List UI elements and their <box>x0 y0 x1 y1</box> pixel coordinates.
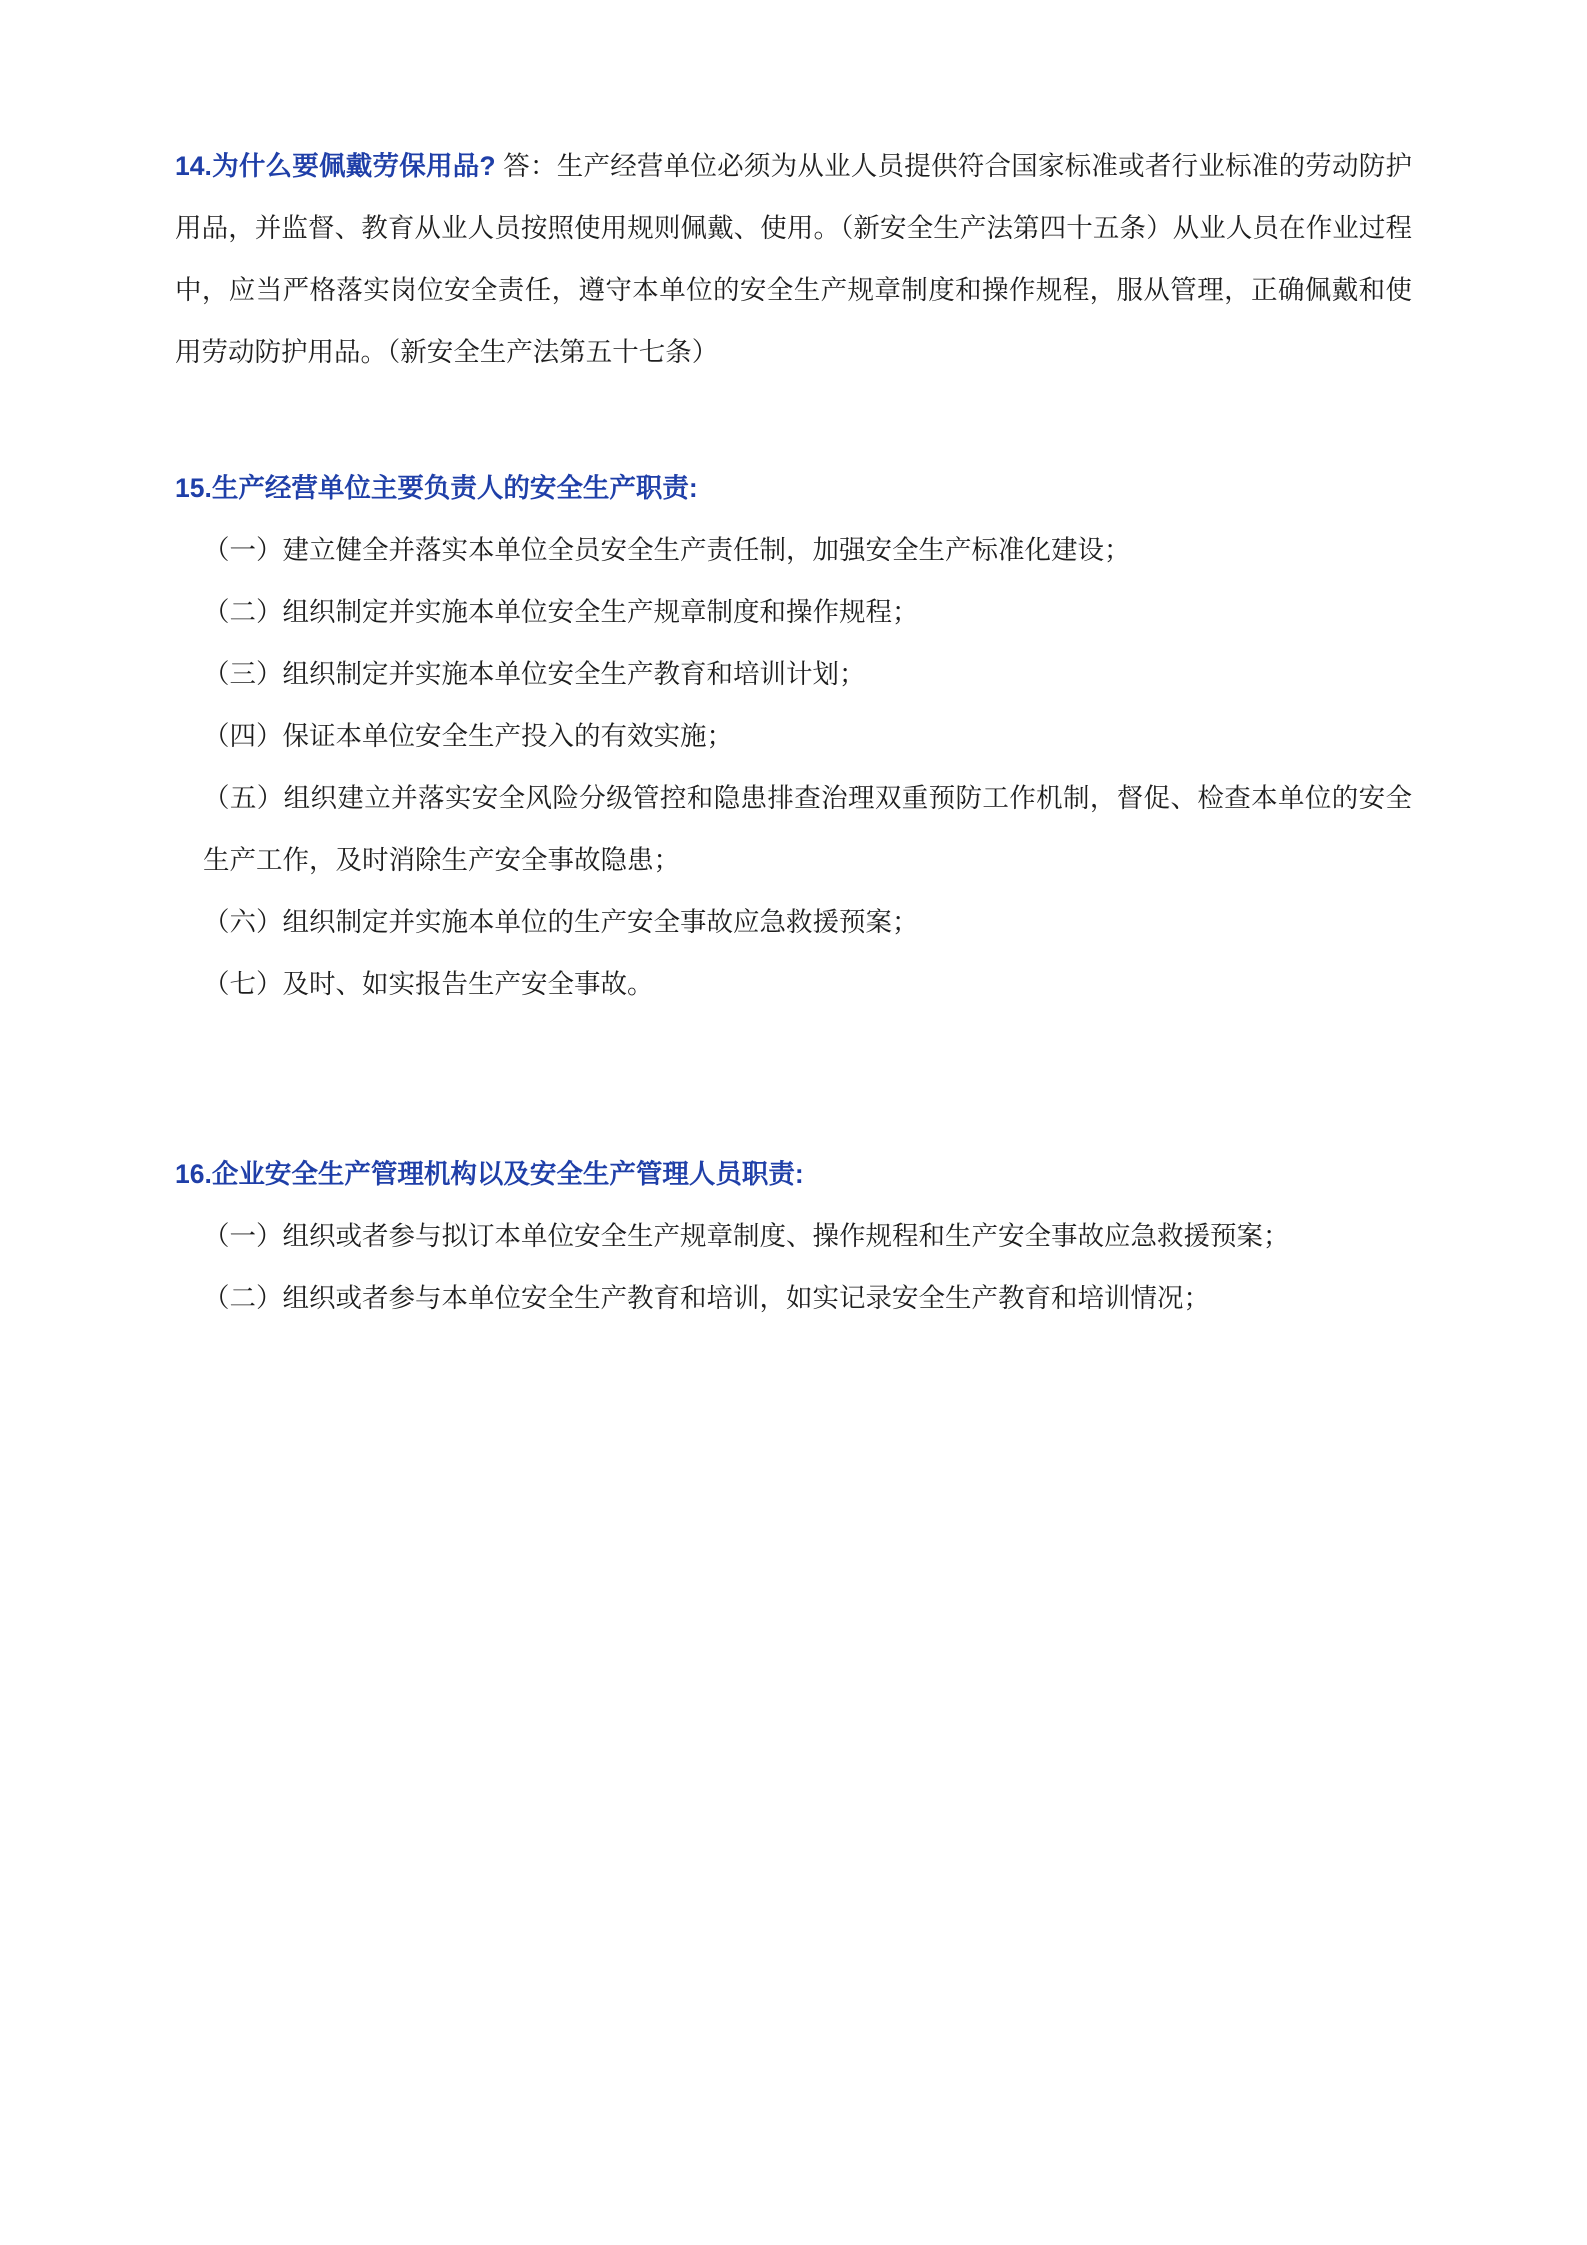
section-q14 <box>175 135 1412 383</box>
q14-number: 14. <box>175 151 212 181</box>
q16-item-2: （二）组织或者参与本单位安全生产教育和培训，如实记录安全生产教育和培训情况； <box>203 1283 1210 1313</box>
q15-number: 15. <box>175 473 212 503</box>
q15-item-6: （六）组织制定并实施本单位的生产安全事故应急救援预案； <box>203 907 919 937</box>
q15-heading: 生产经营单位主要负责人的安全生产职责: <box>211 473 698 503</box>
q16-number: 16. <box>175 1159 212 1189</box>
q14-heading: 为什么要佩戴劳保用品? <box>211 151 496 181</box>
q16-heading: 企业安全生产管理机构以及安全生产管理人员职责: <box>211 1159 804 1189</box>
q14-body: 生产经营单位必须为从业人员提供符合国家标准或者行业标准的劳动防护用品，并监督、教育从业人员按照使用规则佩戴、使用。（新安全生产法第四十五条）从业人员在作业过程中，应当严格落实岗位安全责任，遵守本单位的安全生产规章制度和操作规程，服从管理，正确佩戴和使用劳动防护用品。（新安全生产法第五十七条） <box>175 151 1413 367</box>
q15-item-3: （三）组织制定并实施本单位安全生产教育和培训计划； <box>203 659 866 689</box>
q15-heading-line <box>175 457 1412 519</box>
spacer <box>175 383 1412 457</box>
q15-item-1: （一）建立健全并落实本单位全员安全生产责任制，加强安全生产标准化建设； <box>203 535 1131 565</box>
q15-item-5: （五）组织建立并落实安全风险分级管控和隐患排查治理双重预防工作机制，督促、检查本单位的安全生产工作，及时消除生产安全事故隐患； <box>203 783 1412 875</box>
q15-item-2: （二）组织制定并实施本单位安全生产规章制度和操作规程； <box>203 597 919 627</box>
q15-item-7: （七）及时、如实报告生产安全事故。 <box>203 969 654 999</box>
section-q16 <box>175 1143 1412 1329</box>
section-q15 <box>175 457 1412 1015</box>
q14-answer-prefix: 答： <box>503 151 557 181</box>
q14-paragraph <box>175 135 1412 383</box>
q16-heading-line <box>175 1143 1412 1205</box>
q15-item-4: （四）保证本单位安全生产投入的有效实施； <box>203 721 733 751</box>
q16-item-1: （一）组织或者参与拟订本单位安全生产规章制度、操作规程和生产安全事故应急救援预案； <box>203 1221 1290 1251</box>
spacer <box>175 1015 1412 1143</box>
